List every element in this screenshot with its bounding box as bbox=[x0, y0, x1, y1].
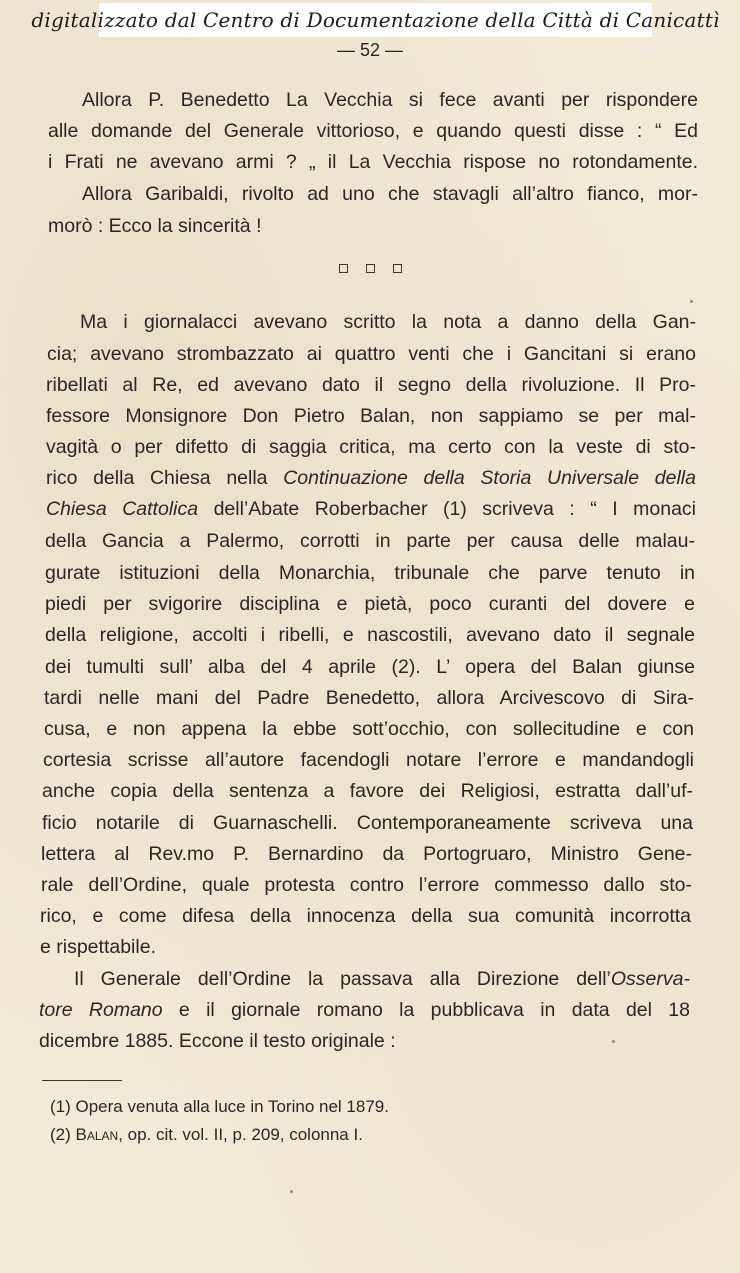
text-line: rale dell’Ordine, quale protesta contro l’errore commesso dallo sto- bbox=[41, 874, 692, 896]
text-line: anche copia della sentenza a favore dei Religiosi, estratta dall’uf- bbox=[42, 780, 693, 802]
text-line: e rispettabile. bbox=[40, 936, 156, 958]
separator-square bbox=[339, 264, 348, 273]
text-line: dei tumulti sull’ alba del 4 aprile (2). L’ opera del Balan giunse bbox=[45, 656, 695, 678]
text-line: i Frati ne avevano armi ? „ il La Vecchia rispose no rotondamente. bbox=[48, 151, 698, 173]
italic-title: Chiesa Cattolica bbox=[46, 498, 199, 520]
text-line: Allora Garibaldi, rivolto ad uno che stavagli all’altro fianco, mor- bbox=[82, 183, 698, 205]
text-line: lettera al Rev.mo P. Bernardino da Portogruaro, Ministro Gene- bbox=[41, 843, 692, 865]
footnote-1: (1) Opera venuta alla luce in Torino nel 1879. bbox=[50, 1097, 389, 1116]
page-number: — 52 — bbox=[336, 40, 404, 60]
footnote-rule bbox=[42, 1080, 122, 1081]
text-line bbox=[74, 967, 690, 993]
text-line: della religione, accolti i ribelli, e nascostili, avevano dato il segnale bbox=[45, 624, 695, 646]
text-line bbox=[46, 466, 696, 492]
text-line: gurate istituzioni della Monarchia, tribunale che parve tenuto in bbox=[45, 562, 695, 584]
text-line: della Gancia a Palermo, corrotti in parte per causa delle malau- bbox=[45, 530, 695, 552]
text-line: fessore Monsignore Don Pietro Balan, non sappiamo se per mal- bbox=[46, 405, 696, 427]
text-line: tardi nelle mani del Padre Benedetto, allora Arcivescovo di Sira- bbox=[44, 687, 694, 709]
scan-speck bbox=[612, 1040, 615, 1043]
text-line: piedi per svigorire disciplina e pietà, poco curanti del dovere e bbox=[45, 593, 695, 615]
footnote-marker: (2) bbox=[50, 1125, 76, 1144]
text-line: morò : Ecco la sincerità ! bbox=[48, 215, 262, 237]
text-span: e il giornale romano la pubblicava in data del 18 bbox=[162, 999, 690, 1021]
text-span: dell’Abate Roberbacher (1) scriveva : “ I monaci bbox=[198, 498, 696, 520]
text-line: rico, e come difesa della innocenza della sua comunità incorrotta bbox=[40, 905, 691, 927]
footnote-author: Balan bbox=[75, 1125, 119, 1144]
separator-square bbox=[393, 264, 402, 273]
text-line: alle domande del Generale vittorioso, e quando questi disse : “ Ed bbox=[48, 120, 698, 142]
text-span: rico della Chiesa nella bbox=[46, 467, 284, 489]
scan-speck bbox=[690, 300, 693, 303]
text-line bbox=[39, 998, 690, 1024]
text-line: cia; avevano strombazzato ai quattro venti che i Gancitani si erano bbox=[47, 343, 696, 365]
section-separator bbox=[0, 264, 740, 273]
scan-speck bbox=[290, 1190, 293, 1193]
text-line: Ma i giornalacci avevano scritto la nota a danno della Gan- bbox=[80, 311, 696, 333]
text-line: vagità o per difetto di saggia critica, ma certo con la veste di sto- bbox=[46, 436, 696, 458]
italic-title: Osserva- bbox=[610, 968, 690, 990]
italic-title: Continuazione della Storia Universale della bbox=[283, 467, 696, 489]
text-line: cusa, e non appena la ebbe sott’occhio, con sollecitudine e con bbox=[44, 718, 694, 740]
text-line: ribellati al Re, ed avevano dato il segno della rivoluzione. Il Pro- bbox=[46, 374, 696, 396]
text-line: cortesia scrisse all’autore facendogli notare l’errore e mandandogli bbox=[43, 749, 694, 771]
text-line bbox=[46, 497, 696, 523]
text-line: ficio notarile di Guarnaschelli. Contemporaneamente scriveva una bbox=[42, 812, 693, 834]
italic-title: tore Romano bbox=[39, 999, 163, 1021]
text-line: Allora P. Benedetto La Vecchia si fece avanti per rispondere bbox=[82, 89, 698, 111]
footnote-2 bbox=[50, 1124, 363, 1146]
watermark-text: digitalizzato dal Centro di Documentazione della Città di Canicattì bbox=[31, 8, 720, 32]
text-span: Il Generale dell’Ordine la passava alla Direzione dell’ bbox=[74, 968, 611, 990]
footnote-citation: , op. cit. vol. II, p. 209, colonna I. bbox=[118, 1125, 363, 1144]
watermark-banner bbox=[31, 3, 720, 37]
text-line: dicembre 1885. Eccone il testo originale : bbox=[39, 1030, 396, 1052]
separator-square bbox=[366, 264, 375, 273]
